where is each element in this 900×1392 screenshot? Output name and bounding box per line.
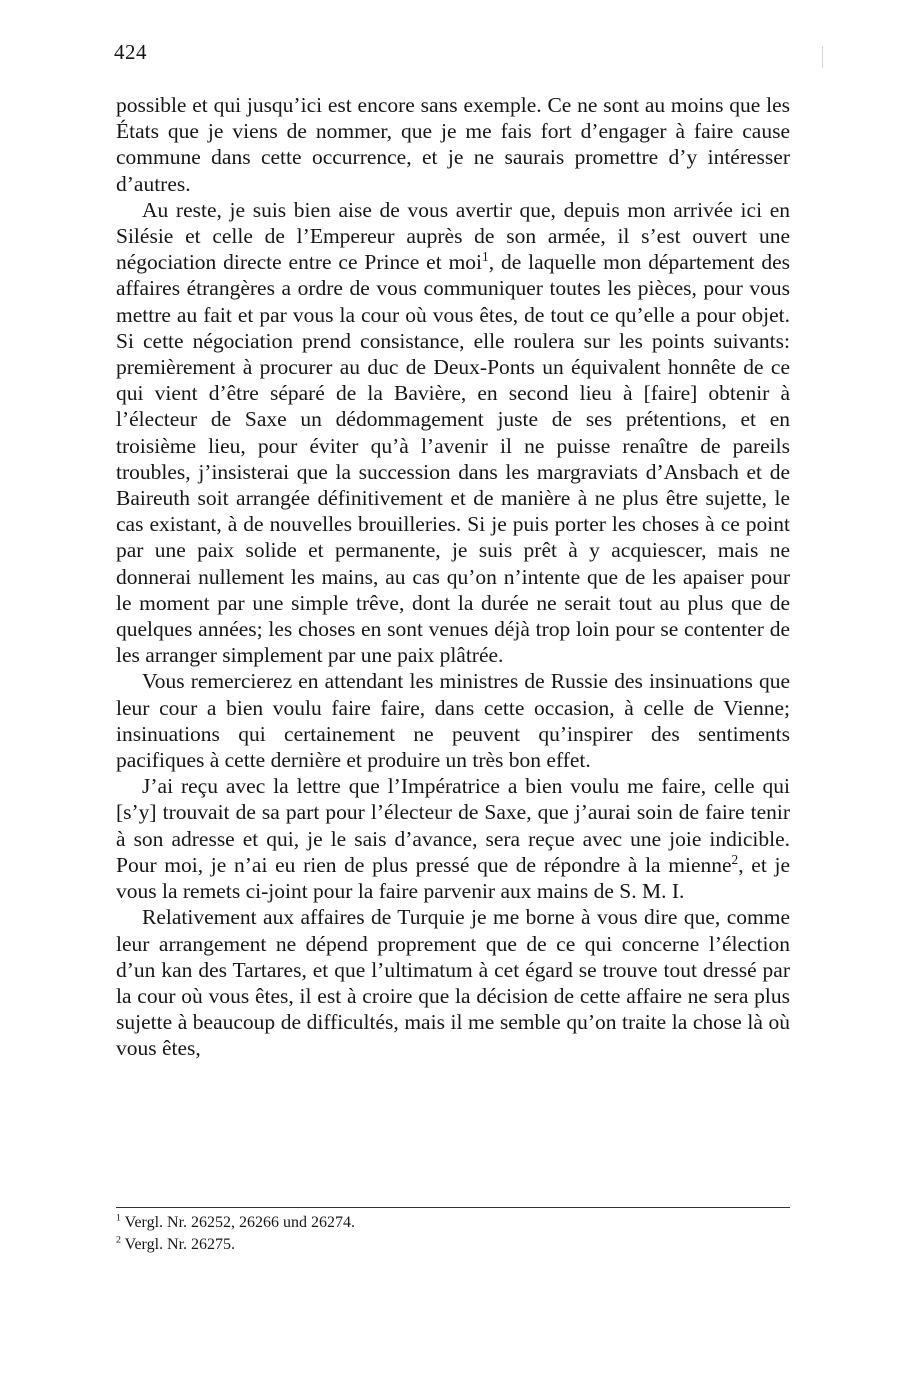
paragraph-2 — [116, 197, 790, 669]
margin-mark — [822, 46, 823, 68]
main-text — [116, 92, 790, 1062]
footnotes — [116, 1212, 790, 1256]
paragraph-2-after-note: , de laquelle mon département des affaires étrangères a ordre de vous communiquer toutes les pièces, pour vous mettre au fait et par vous la cour où vous êtes, de tout ce qu’elle a pour objet. Si cette négociation prend consistance, elle roulera sur les points suivants: premièrement à procurer au duc de Deux-Ponts un équivalent honnête de ce qui vient d’être séparé de la Bavière, en second lieu à [faire] obtenir à l’électeur de Saxe un dédommagement juste de ses prétentions, et en troisième lieu, pour éviter qu’à l’avenir il ne puisse renaître de pareils troubles, j’insisterai que la succession dans les margraviats d’Ansbach et de Baireuth soit arrangée définitivement et de manière à ne plus être sujette, le cas existant, à de nouvelles brouilleries. Si je puis porter les choses à ce point par une paix solide et permanente, je suis prêt à y acquiescer, mais ne donnerai nullement les mains, au cas qu’on n’intente que de les apaiser pour le moment par une simple trêve, dont la durée ne serait tout au plus que de quelques années; les choses en sont venues déjà trop loin pour se contenter de les arranger simplement par une paix plâtrée. — [116, 250, 790, 668]
footnote-marker-1: 1 — [116, 1212, 121, 1224]
paragraph-3: Vous remercierez en attendant les ministres de Russie des insinuations que leur cour a bien voulu faire faire, dans cette occasion, à celle de Vienne; insinuations qui certainement ne peuvent qu’inspirer des sentiments pacifiques à cette dernière et produire un très bon effet. — [116, 669, 790, 773]
page-number: 424 — [114, 40, 147, 64]
footnote-marker-2: 2 — [116, 1234, 121, 1246]
paragraph-4-after-note: , et je vous la remets ci-joint pour la faire parvenir aux mains de S. M. I. — [116, 852, 790, 904]
footnote-text-1: Vergl. Nr. 26252, 26266 und 26274. — [124, 1214, 356, 1231]
footnote-text-2: Vergl. Nr. 26275. — [124, 1236, 236, 1253]
footnote-ref-2: 2 — [731, 851, 739, 867]
paragraph-4 — [116, 773, 790, 904]
paragraph-4-before-note: J’ai reçu avec la lettre que l’Impératrice a bien voulu me faire, celle qui [s’y] trouvait de sa part pour l’électeur de Saxe, que j’aurai soin de faire tenir à son adresse et qui, je le sais d’avance, sera reçue avec une joie indicible. Pour moi, je n’ai eu rien de plus pressé que de répondre à la mienne — [116, 774, 790, 877]
paragraph-1: possible et qui jusqu’ici est encore sans exemple. Ce ne sont au moins que les États que je viens de nommer, que je me fais fort d’engager à faire cause commune dans cette occurrence, et je ne saurais promettre d’y intéresser d’autres. — [116, 93, 790, 196]
footnote-ref-1: 1 — [482, 249, 489, 265]
paragraph-2-before-note: Au reste, je suis bien aise de vous avertir que, depuis mon arrivée ici en Silésie et celle de l’Empereur auprès de son armée, il s’est ouvert une négociation directe entre ce Prince et moi — [116, 197, 790, 275]
paragraph-5: Relativement aux affaires de Turquie je me borne à vous dire que, comme leur arrangement ne dépend proprement que de ce qui concerne l’élection d’un kan des Tartares, et que l’ultimatum à cet égard se trouve tout dressé par la cour où vous êtes, il est à croire que la décision de cette affaire ne sera plus sujette à beaucoup de difficultés, mais il me semble qu’on traite la chose là où vous êtes, — [116, 905, 790, 1061]
footnote-separator — [116, 1207, 790, 1208]
footnote-1 — [116, 1212, 790, 1234]
footnote-2 — [116, 1234, 790, 1256]
